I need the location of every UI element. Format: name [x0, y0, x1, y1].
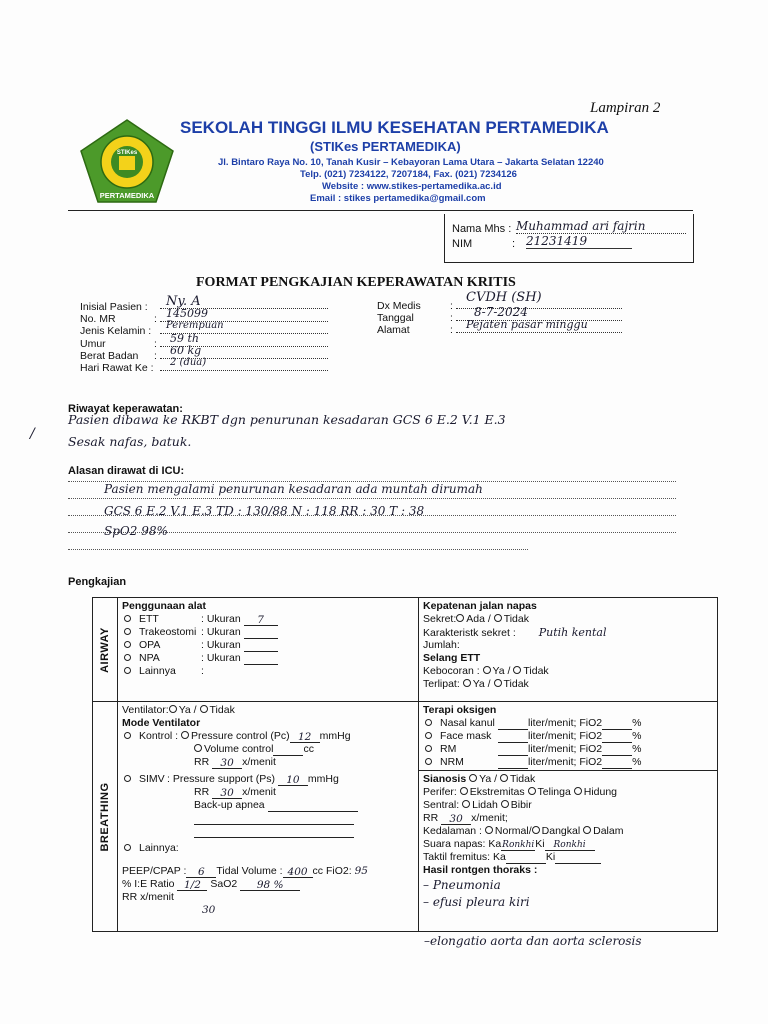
tv-value: 400	[283, 866, 313, 878]
hari-label: Hari Rawat Ke :	[80, 362, 154, 374]
rr2-row: RR 30 x/menit	[194, 786, 276, 799]
fio2-value: 95	[354, 865, 368, 877]
peep-row: PEEP/CPAP : 6 Tidal Volume : 400 cc FiO2: 95	[122, 865, 368, 878]
mr-value: 145099	[166, 307, 208, 320]
breathing-ventilator-cell	[118, 702, 419, 932]
ventilator-row: Ventilator: Ya / Tidak	[122, 704, 235, 716]
nim-sep: :	[512, 238, 516, 250]
rrm-row: RR x/menit	[122, 891, 174, 903]
rontgen-1: – Pneumonia	[423, 878, 501, 892]
umur-label: Umur	[80, 338, 106, 350]
riwayat-label: Riwayat keperawatan:	[68, 403, 183, 415]
sianosis-block	[419, 771, 717, 913]
perifer-row: Perifer: Ekstremitas Telinga Hidung	[423, 786, 618, 798]
sekret-row: Sekret: Ada / Tidak	[423, 613, 529, 625]
sao2-value: 98 %	[240, 879, 300, 891]
school-website: Website : www.stikes-pertamedika.ac.id	[322, 181, 502, 192]
suara-ki-value: Ronkhi	[545, 839, 595, 851]
alat-item-lainnya: Lainnya :	[122, 665, 414, 678]
margin-mark: /	[30, 426, 35, 442]
rontgen-2: – efusi pleura kiri	[423, 895, 530, 909]
terlipat-row: Terlipat: Ya / Tidak	[423, 678, 529, 690]
bb-label: Berat Badan	[80, 350, 139, 362]
dx-value: CVDH (SH)	[466, 290, 542, 305]
rontgen-3: –elongatio aorta dan aorta sclerosis	[424, 934, 642, 948]
nama-mhs-value: Muhammad ari fajrin	[516, 219, 686, 234]
breathing-label: BREATHING	[99, 781, 111, 852]
jumlah-row: Jumlah:	[423, 639, 460, 651]
kepatenan-title: Kepatenan jalan napas	[423, 600, 537, 612]
rr2-value: 30	[212, 787, 242, 799]
selang-title: Selang ETT	[423, 652, 481, 664]
school-email: Email : stikes pertamedika@gmail.com	[310, 193, 486, 204]
logo-center-text: STIKes	[116, 150, 138, 156]
alat-item-trakeostomi: Trakeostomi : Ukuran	[122, 626, 414, 639]
terapi-facemask: Face mask liter/menit; FiO2 %	[423, 730, 713, 743]
alasan-line1: Pasien mengalami penurunan kesadaran ada muntah dirumah	[104, 482, 483, 496]
terapi-title: Terapi oksigen	[423, 704, 497, 716]
mode-title: Mode Ventilator	[122, 717, 201, 729]
airway-label: AIRWAY	[99, 626, 111, 673]
umur-value: 59 th	[170, 332, 199, 345]
sianosis-row: Sianosis Ya / Tidak	[423, 773, 536, 785]
alamat-label: Alamat	[377, 324, 410, 336]
alasan-label: Alasan dirawat di ICU:	[68, 465, 185, 477]
suara-row: Suara napas: KaRonkhiKi Ronkhi	[423, 838, 713, 851]
airway-section	[93, 598, 118, 702]
terapi-nasal: Nasal kanul liter/menit; FiO2 %	[423, 717, 713, 730]
riwayat-line1: Pasien dibawa ke RKBT dgn penurunan kesadaran GCS 6 E.2 V.1 E.3	[68, 412, 506, 427]
kontrol-row: Kontrol : Pressure control (Pc) 12 mmHg	[122, 730, 414, 743]
pc-value: 12	[290, 731, 320, 743]
alat-item-npa: NPA : Ukuran	[122, 652, 414, 665]
terapi-nrm: NRM liter/menit; FiO2 %	[423, 756, 713, 769]
alasan-line2: GCS 6 E.2 V.1 E.3 TD : 130/88 N : 118 RR : 30 T : 38	[104, 504, 425, 518]
riwayat-line2: Sesak nafas, batuk.	[68, 434, 192, 449]
rr1-row: RR 30 x/menit	[194, 756, 276, 769]
inisial-label: Inisial Pasien :	[80, 301, 148, 313]
school-logo	[78, 118, 176, 204]
suara-ka-value: Ronkhi	[502, 840, 535, 850]
school-short: (STIKes PERTAMEDIKA)	[310, 139, 461, 154]
sentral-row: Sentral: Lidah Bibir	[423, 799, 532, 811]
alamat-value: Pejaten pasar minggu	[466, 318, 588, 331]
ie-value: 1/2	[177, 879, 207, 891]
bb-value: 60 kg	[170, 344, 202, 357]
airway-alat-cell	[118, 598, 419, 702]
karakteristik-value: Putih kental	[538, 626, 607, 639]
form-title: FORMAT PENGKAJIAN KEPERAWATAN KRITIS	[196, 275, 516, 290]
hari-value: 2 (dua)	[170, 357, 207, 368]
rr-row: RR 30 x/menit;	[423, 812, 508, 825]
ps-value: 10	[278, 774, 308, 786]
rrm-value: 30	[202, 904, 216, 916]
simv-row: SIMV : Pressure support (Ps) 10 mmHg	[122, 773, 414, 786]
rontgen-title: Hasil rontgen thoraks :	[423, 864, 538, 876]
lainnya-row: Lainnya:	[122, 842, 414, 855]
ett-size: 7	[244, 614, 278, 626]
kebocoran-row: Kebocoran : Ya / Tidak	[423, 665, 549, 677]
alasan-line3: SpO2 98%	[104, 524, 168, 538]
kedalaman-row: Kedalaman : Normal/ Dangkal Dalam	[423, 825, 624, 837]
airway-kepatenan-cell	[419, 598, 718, 702]
alat-item-ett: ETT : Ukuran 7	[122, 613, 414, 626]
header-divider	[68, 210, 693, 211]
lampiran-label: Lampiran 2	[590, 100, 661, 116]
terapi-oksigen-block	[419, 702, 717, 771]
tgl-label: Tanggal	[377, 312, 414, 324]
tgl-value: 8-7-2024	[474, 305, 528, 319]
karakteristik-row: Karakteristk sekret : Putih kental	[423, 626, 607, 639]
school-address: Jl. Bintaro Raya No. 10, Tanah Kusir – Kebayoran Lama Utara – Jakarta Selatan 12240	[218, 157, 604, 168]
mr-label: No. MR	[80, 313, 116, 325]
dx-label: Dx Medis	[377, 300, 421, 312]
pengkajian-label: Pengkajian	[68, 576, 127, 588]
vc-row: Volume control cc	[122, 743, 414, 756]
rr-value: 30	[441, 813, 471, 825]
jk-label: Jenis Kelamin :	[80, 325, 152, 337]
peep-value: 6	[186, 866, 216, 878]
assessment-table	[92, 597, 718, 932]
logo-bottom-text: PERTAMEDIKA	[99, 191, 155, 200]
terapi-rm: RM liter/menit; FiO2 %	[423, 743, 713, 756]
breathing-right-cell	[419, 702, 718, 932]
ie-row: % I:E Ratio 1/2 SaO2 98 %	[122, 878, 414, 891]
alat-title: Penggunaan alat	[122, 600, 207, 612]
nim-value: 21231419	[526, 234, 632, 249]
inisial-value: Ny. A	[166, 294, 201, 309]
school-telp: Telp. (021) 7234122, 7207184, Fax. (021) 7234126	[300, 169, 517, 180]
nama-mhs-label: Nama Mhs :	[452, 223, 512, 235]
backup-row: Back-up apnea	[122, 799, 414, 812]
rr1-value: 30	[212, 757, 242, 769]
nim-label: NIM	[452, 238, 473, 250]
taktil-row: Taktil fremitus: Ka Ki	[423, 851, 713, 864]
breathing-section	[93, 702, 118, 932]
alat-item-opa: OPA : Ukuran	[122, 639, 414, 652]
jk-value: Perempuan	[166, 320, 224, 331]
school-name: SEKOLAH TINGGI ILMU KESEHATAN PERTAMEDIKA	[180, 118, 609, 137]
